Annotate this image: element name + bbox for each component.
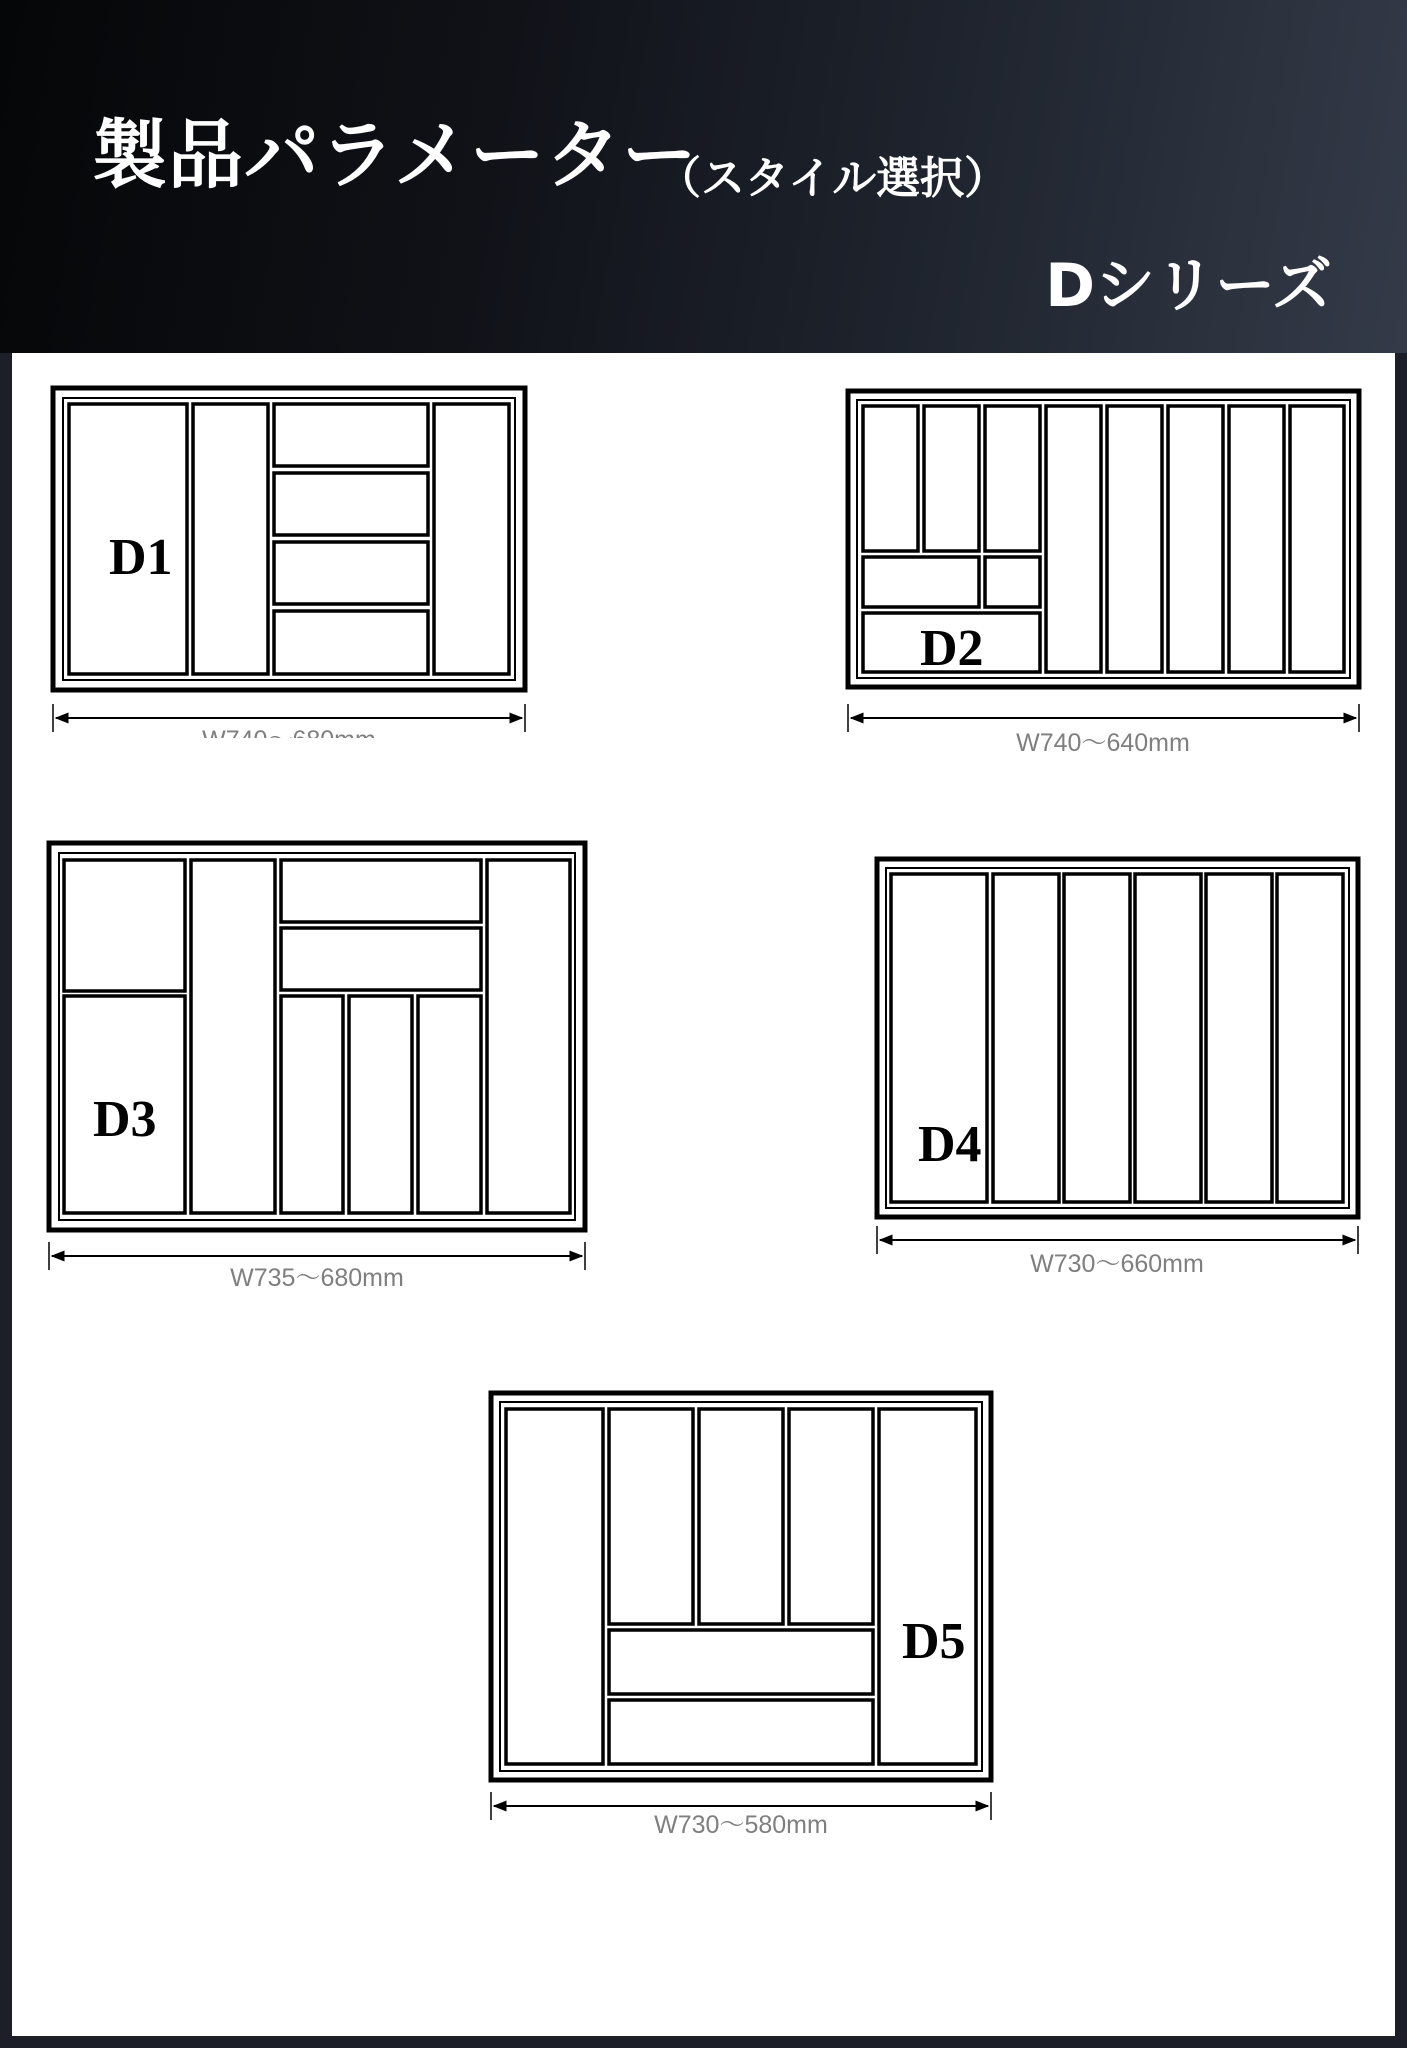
tray-outer-d3 — [49, 843, 585, 1230]
page-title: 製品パラメーター — [92, 111, 698, 199]
compartment — [274, 542, 428, 604]
compartment — [1168, 406, 1223, 672]
compartment — [418, 996, 481, 1213]
width-range-d2: W740～640mm — [1016, 729, 1190, 757]
compartment — [487, 860, 570, 1213]
organizer-d3 — [49, 843, 585, 1270]
organizer-d2 — [848, 391, 1359, 732]
compartment — [506, 1409, 603, 1764]
compartment — [1229, 406, 1284, 672]
compartment — [274, 611, 428, 674]
compartment — [863, 557, 979, 607]
compartment — [1107, 406, 1162, 672]
compartment — [1135, 874, 1201, 1202]
compartment — [993, 874, 1059, 1202]
tray-outer-d5 — [491, 1393, 991, 1780]
organizer-label-d5: D5 — [902, 1613, 966, 1670]
compartment — [64, 860, 185, 991]
width-range-d4: W730～660mm — [1030, 1250, 1204, 1278]
width-range-d5: W730～580mm — [654, 1811, 828, 1839]
compartment — [609, 1630, 873, 1694]
compartment — [879, 1409, 976, 1764]
compartment — [281, 996, 343, 1213]
tray-inner-d3 — [59, 853, 575, 1220]
crop-mask — [40, 738, 540, 770]
compartment — [434, 404, 509, 674]
compartment — [191, 860, 275, 1213]
compartment — [789, 1409, 873, 1624]
compartment — [1290, 406, 1344, 672]
organizer-label-d1: D1 — [109, 529, 173, 586]
width-range-d3: W735～680mm — [230, 1264, 404, 1292]
compartment — [274, 404, 428, 466]
compartment — [924, 406, 979, 551]
compartment — [699, 1409, 783, 1624]
compartment — [281, 860, 481, 922]
compartment — [985, 406, 1040, 551]
compartment — [349, 996, 412, 1213]
compartment — [193, 404, 268, 674]
organizer-d4 — [877, 859, 1358, 1254]
compartment — [863, 406, 918, 551]
compartment — [1064, 874, 1130, 1202]
compartment — [274, 473, 428, 535]
series-name: Dシリーズ — [1045, 251, 1332, 321]
organizer-d5 — [491, 1393, 991, 1820]
tray-inner-d5 — [500, 1402, 982, 1771]
compartment — [1206, 874, 1272, 1202]
organizer-label-d3: D3 — [93, 1091, 157, 1148]
page-subtitle: （スタイル選択） — [657, 153, 1009, 204]
compartment — [609, 1700, 873, 1764]
compartment — [1277, 874, 1343, 1202]
dimension-line-d2 — [848, 704, 1359, 732]
organizer-label-d4: D4 — [918, 1116, 982, 1173]
compartment — [985, 557, 1040, 607]
compartment — [1046, 406, 1101, 672]
compartment — [281, 928, 481, 990]
organizer-label-d2: D2 — [920, 620, 984, 677]
compartment — [609, 1409, 693, 1624]
